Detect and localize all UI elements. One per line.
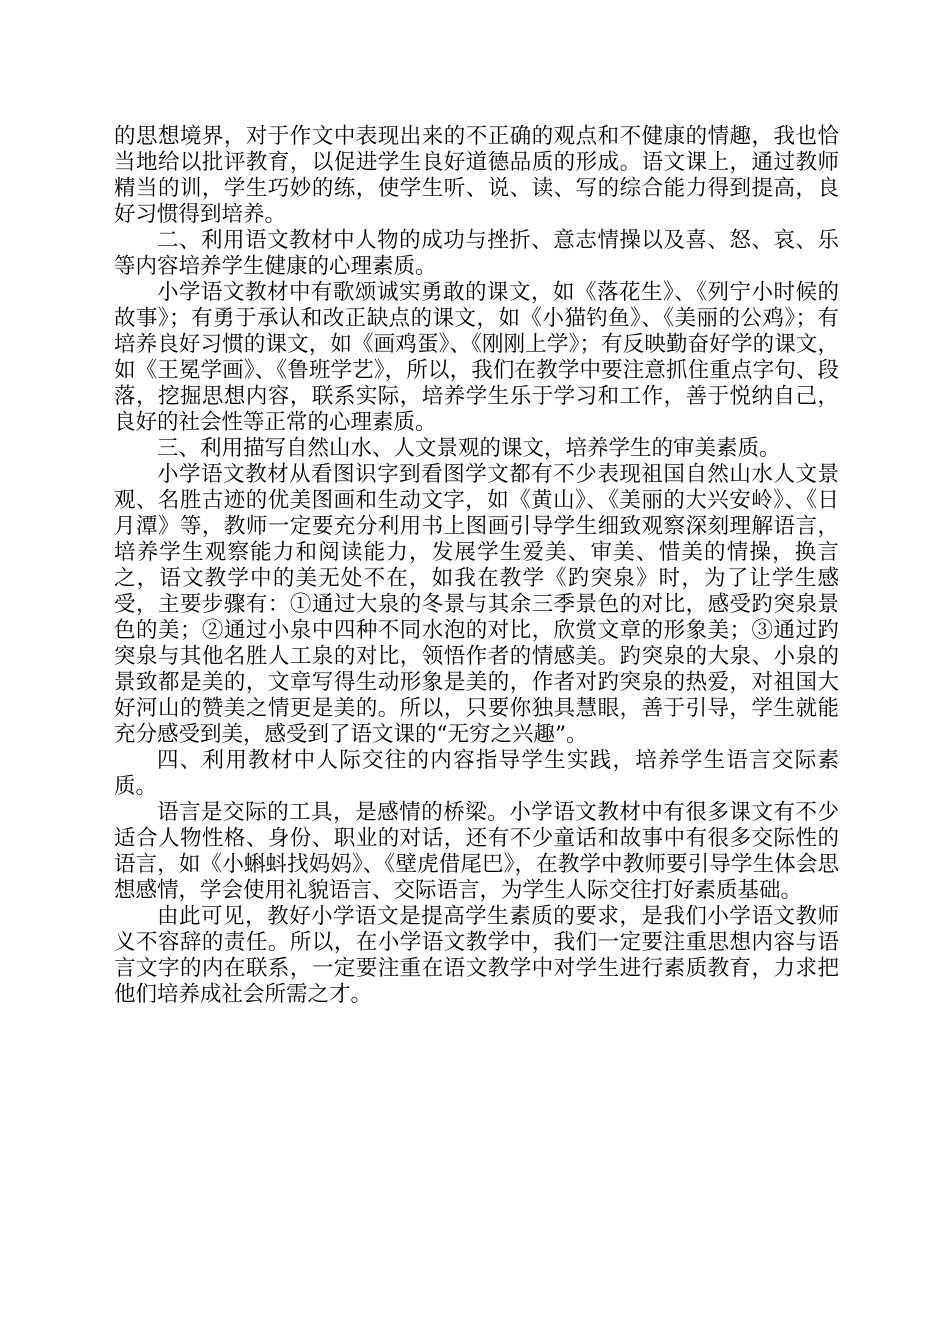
section-heading-4: 四、利用教材中人际交往的内容指导学生实践，培养学生语言交际素质。 <box>114 748 839 799</box>
section-heading-2: 二、利用语文教材中人物的成功与挫折、意志情操以及喜、怒、哀、乐等内容培养学生健康的心理素质。 <box>114 228 839 279</box>
paragraph-psychological-quality: 小学语文教材中有歌颂诚实勇敢的课文，如《落花生》、《列宁小时候的故事》；有勇于承认和改正缺点的课文，如《小猫钓鱼》、《美丽的公鸡》；有培养良好习惯的课文，如《画鸡蛋》、《刚刚上学》；有反映勤奋好学的课文，如《王冕学画》、《鲁班学艺》，所以，我们在教学中要注意抓住重点字句、段落，挖掘思想内容，联系实际，培养学生乐于学习和工作，善于悦纳自己，良好的社会性等正常的心理素质。 <box>114 280 839 435</box>
document-body <box>114 124 839 1008</box>
paragraph-communication-quality: 语言是交际的工具，是感情的桥梁。小学语文教材中有很多课文有不少适合人物性格、身份、职业的对话，还有不少童话和故事中有很多交际性的语言，如《小蝌蚪找妈妈》、《壁虎借尾巴》，在教学中教师要引导学生体会思想感情，学会使用礼貌语言、交际语言，为学生人际交往打好素质基础。 <box>114 800 839 903</box>
section-heading-3: 三、利用描写自然山水、人文景观的课文，培养学生的审美素质。 <box>157 436 781 461</box>
paragraph-aesthetic-quality: 小学语文教材从看图识字到看图学文都有不少表现祖国自然山水人文景观、名胜古迹的优美图画和生动文字，如《黄山》、《美丽的大兴安岭》、《日月潭》等，教师一定要充分利用书上图画引导学生细致观察深刻理解语言，培养学生观察能力和阅读能力，发展学生爱美、审美、惜美的情操，换言之，语文教学中的美无处不在，如我在教学《趵突泉》时，为了让学生感受，主要步骤有：①通过大泉的冬景与其余三季景色的对比，感受趵突泉景色的美；②通过小泉中四种不同水泡的对比，欣赏文章的形象美；③通过趵突泉与其他名胜人工泉的对比，领悟作者的情感美。趵突泉的大泉、小泉的景致都是美的，文章写得生动形象是美的，作者对趵突泉的热爱，对祖国大好河山的赞美之情更是美的。所以，只要你独具慧眼，善于引导，学生就能充分感受到美，感受到了语文课的“无穷之兴趣”。 <box>114 462 839 747</box>
paragraph-conclusion: 由此可见，教好小学语文是提高学生素质的要求，是我们小学语文教师义不容辞的责任。所以，在小学语文教学中，我们一定要注重思想内容与语言文字的内在联系，一定要注重在语文教学中对学生进行素质教育，力求把他们培养成社会所需之才。 <box>114 904 839 1007</box>
paragraph-continuation: 的思想境界，对于作文中表现出来的不正确的观点和不健康的情趣，我也恰当地给以批评教育，以促进学生良好道德品质的形成。语文课上，通过教师精当的训，学生巧妙的练，使学生听、说、读、写的综合能力得到提高，良好习惯得到培养。 <box>114 124 839 227</box>
